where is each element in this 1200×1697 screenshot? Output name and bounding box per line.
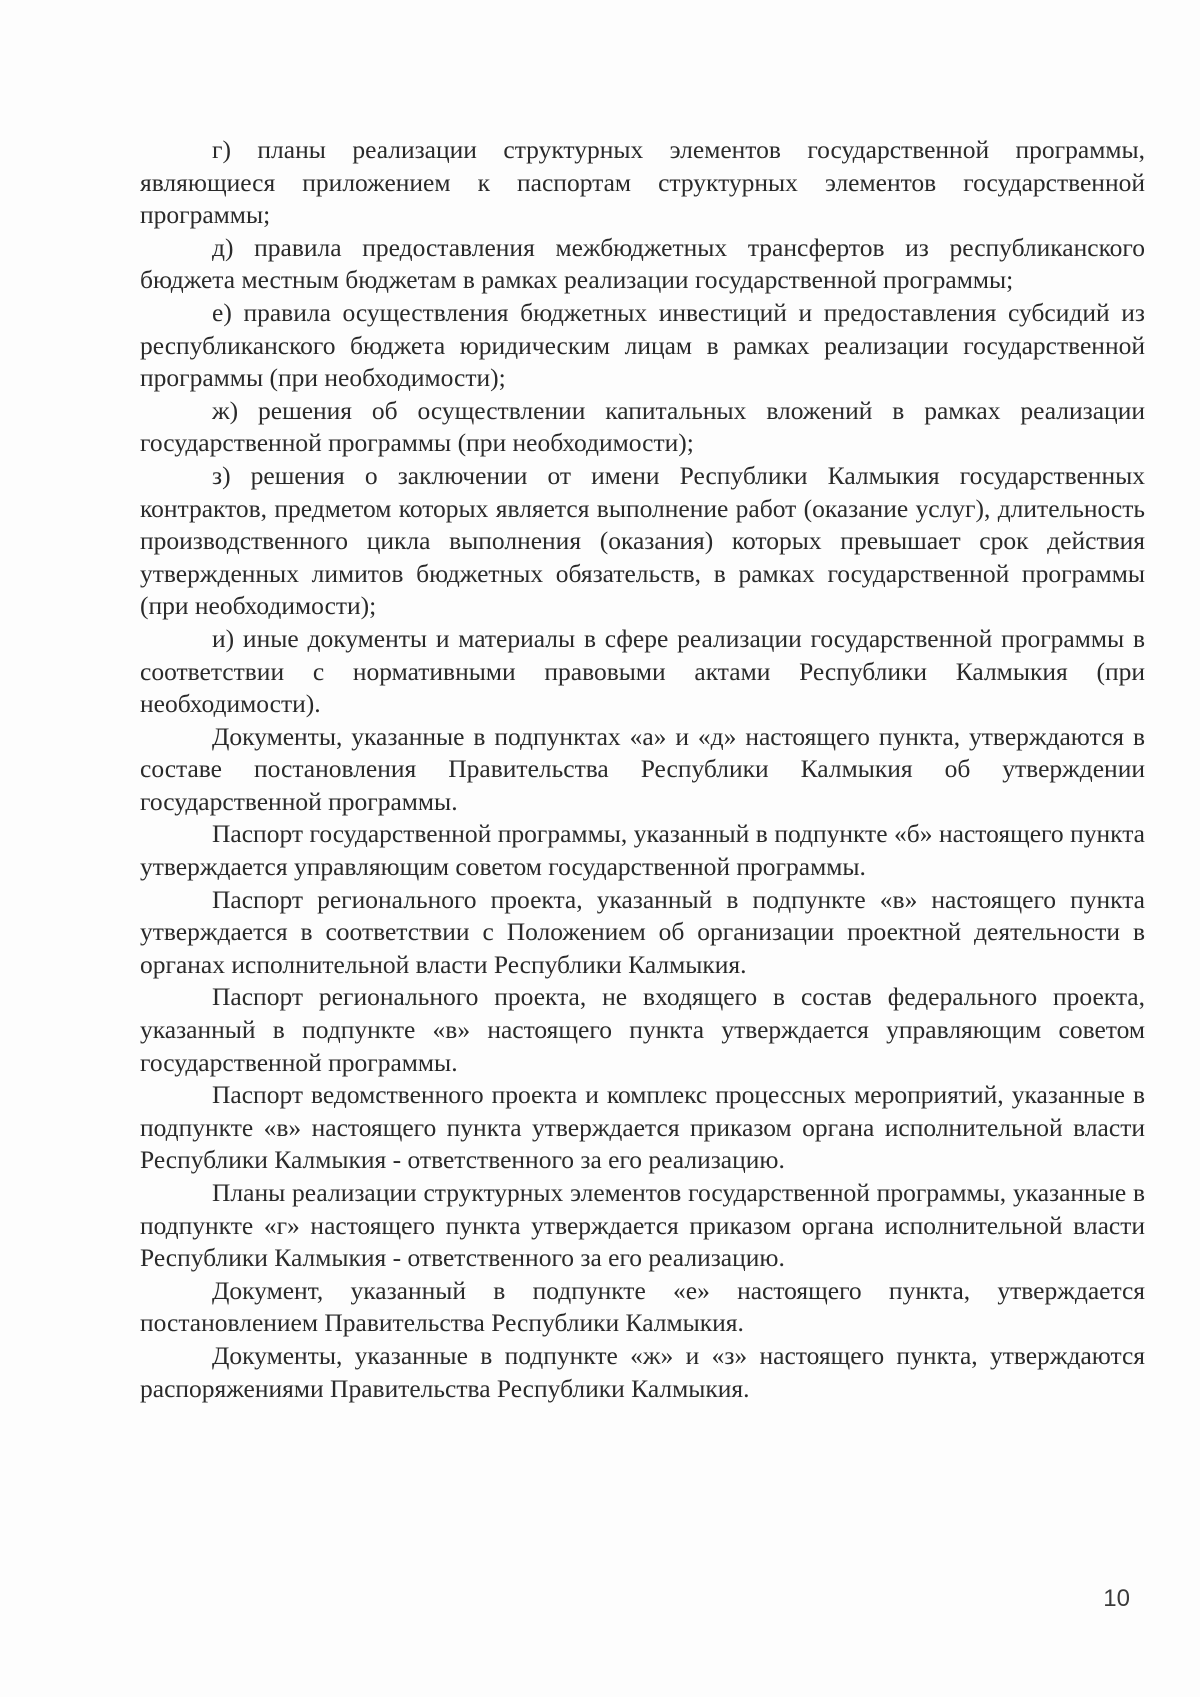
paragraph-g: г) планы реализации структурных элементов государственной программы, являющиеся приложением к паспортам структурных элементов государственной программы; (140, 135, 1145, 230)
paragraph-d: д) правила предоставления межбюджетных трансфертов из республиканского бюджета местным бюджетам в рамках реализации государственной программы; (140, 232, 1145, 295)
paragraph-i: и) иные документы и материалы в сфере реализации государственной программы в соответствии с нормативными правовыми актами Республики Калмыкия (при необходимости). (140, 623, 1145, 719)
paragraph-z: з) решения о заключении от имени Республики Калмыкия государственных контрактов, предметом которых является выполнение работ (оказание услуг), длительность производственного цикла выполнения (оказания) которых превышает срок действия утвержденных лимитов бюджетных обязательств, в рамках государственной программы (при необходимости); (140, 460, 1145, 621)
paragraph-passport-regional-nonfederal: Паспорт регионального проекта, не входящего в состав федерального проекта, указанный в подпункте «в» настоящего пункта утверждается управляющим советом государственной программы. (140, 982, 1145, 1077)
paragraph-implementation-plans: Планы реализации структурных элементов государственной программы, указанные в подпункте «г» настоящего пункта утверждается приказом органа исполнительной власти Республики Калмыкия - ответственного за его реализацию. (140, 1178, 1145, 1273)
document-body (140, 134, 1145, 1405)
paragraph-passport-program: Паспорт государственной программы, указанный в подпункте «б» настоящего пункта утверждается управляющим советом государственной программы. (140, 819, 1145, 882)
paragraph-zh: ж) решения об осуществлении капитальных вложений в рамках реализации государственной программы (при необходимости); (140, 395, 1145, 458)
paragraph-passport-regional-project: Паспорт регионального проекта, указанный в подпункте «в» настоящего пункта утверждается в соответствии с Положением об организации проектной деятельности в органах исполнительной власти Республики Калмыкия. (140, 884, 1145, 979)
paragraph-e: е) правила осуществления бюджетных инвестиций и предоставления субсидий из республиканского бюджета юридическим лицам в рамках реализации государственной программы (при необходимости); (140, 297, 1145, 393)
paragraph-documents-zh-z: Документы, указанные в подпункте «ж» и «з» настоящего пункта, утверждаются распоряжениями Правительства Республики Калмыкия. (140, 1340, 1145, 1403)
paragraph-documents-a-d: Документы, указанные в подпунктах «а» и «д» настоящего пункта, утверждаются в составе постановления Правительства Республики Калмыкия об утверждении государственной программы. (140, 721, 1145, 816)
paragraph-passport-departmental: Паспорт ведомственного проекта и комплекс процессных мероприятий, указанные в подпункте «в» настоящего пункта утверждается приказом органа исполнительной власти Республики Калмыкия - ответственного за его реализацию. (140, 1080, 1145, 1175)
page-number: 10 (1103, 1585, 1130, 1612)
paragraph-document-e: Документ, указанный в подпункте «е» настоящего пункта, утверждается постановлением Правительства Республики Калмыкия. (140, 1275, 1145, 1338)
